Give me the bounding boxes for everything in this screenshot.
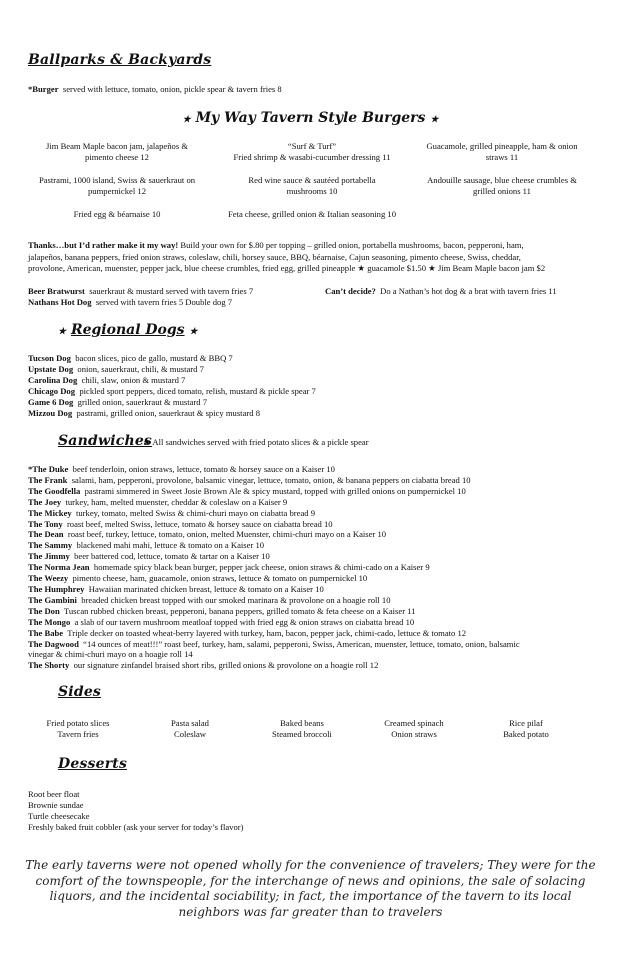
list-item: Mizzou Dog pastrami, grilled onion, sauerkraut & spicy mustard 8 [28,407,260,418]
list-item: The Weezy pimento cheese, ham, guacamole, onion straws, lettuce & tomato on pumpernickel 10 [28,573,368,584]
side-column: Pasta salad Coleslaw [171,718,209,739]
my-way-burger: Jim Beam Maple bacon jam, jalapeños & pimento cheese 12 [46,141,188,162]
list-item: Chicago Dog pickled sport peppers, diced tomato, relish, mustard & pickle spear 7 [28,385,316,396]
build-lead: Thanks…but I’d rather make it my way! [28,240,179,250]
list-item: Tucson Dog bacon slices, pico de gallo, mustard & BBQ 7 [28,353,233,363]
sandwiches-note: ★ All sandwiches served with fried potato slices & a pickle spear [143,437,369,447]
list-item: Upstate Dog onion, sauerkraut, chili, & mustard 7 [28,363,204,374]
list-item: The Shorty our signature zinfandel braised short ribs, grilled onions & provolone on a hoagie roll 12 [28,660,379,671]
list-item: The Dean roast beef, turkey, lettuce, tomato, onion, melted Muenster, chimi-churi mayo on a Kaiser 10 [28,529,387,540]
list-item: The Tony roast beef, melted Swiss, lettuce, tomato & horsey sauce on ciabatta bread 10 [28,518,333,529]
list-item: The Humphrey Hawaiian marinated chicken breast, lettuce & tomato on a Kaiser 10 [28,583,324,594]
list-item: Root beer float [28,789,80,799]
regional-dogs-list [28,353,316,418]
list-item-continued: vinegar & chimi-churi mayo on a hoagie roll 14 [28,649,193,660]
star-icon: ★ [58,327,67,337]
list-item: The Jimmy beer battered cod, lettuce, tomato & tartar on a Kaiser 10 [28,551,270,562]
burger-desc: served with lettuce, tomato, onion, pickle spear & tavern fries 8 [62,84,282,94]
my-way-title: My Way Tavern Style Burgers [195,110,426,126]
section-heading-my-way [0,110,621,126]
bratwurst-item: Beer Bratwurst sauerkraut & mustard served with tavern fries 7 [28,286,254,296]
side-column: Rice pilaf Baked potato [503,718,549,739]
burger-name: *Burger [28,84,59,94]
closing-quote: The early taverns were not opened wholly for the convenience of travelers; They were for the comfort of the townspeople, for the interchange of news and opinions, the sale of solacing liquors, and the incidental sociability; in fact, the importance of the tavern to its local neighbors was far greater than to travelers [25,858,596,919]
star-icon: ★ [182,115,191,125]
side-column: Baked beans Steamed broccoli [272,718,332,739]
section-heading-regional: ★ Regional Dogs ★ [58,322,198,338]
list-item: Turtle cheesecake [28,810,90,821]
burger-item [28,84,282,95]
my-way-burger: “Surf & Turf” Fried shrimp & wasabi-cucumber dressing 11 [233,141,391,162]
my-way-burger: Guacamole, grilled pineapple, ham & onion straws 11 [426,141,578,162]
star-icon: ★ [189,327,198,337]
list-item: The Frank salami, ham, pepperoni, provolone, balsamic vinegar, lettuce, tomato, onion, & banana peppers on ciabatta bread 10 [28,474,471,485]
side-column: Creamed spinach Onion straws [384,718,444,739]
my-way-burger: Fried egg & béarnaise 10 [73,209,161,219]
list-item: Brownie sundae [28,799,84,810]
sides-grid [22,718,582,740]
cant-decide-item: Can’t decide? Do a Nathan’s hot dog & a brat with tavern fries 11 [325,286,557,296]
my-way-burger: Andouille sausage, blue cheese crumbles & grilled onions 11 [427,175,577,196]
list-item: The Sammy blackened mahi mahi, lettuce & tomato on a Kaiser 10 [28,540,265,551]
my-way-burger: Red wine sauce & sautéed portabella mushrooms 10 [248,175,376,196]
list-item: Game 6 Dog grilled onion, sauerkraut & mustard 7 [28,396,208,407]
my-way-burger-grid [22,141,592,220]
list-item: Carolina Dog chili, slaw, onion & mustard 7 [28,374,186,385]
desserts-list [28,789,244,833]
list-item: The Goodfella pastrami simmered in Sweet Josie Brown Ale & spicy mustard, topped with grilled onions on pumpernickel 10 [28,485,466,496]
list-item: The Norma Jean homemade spicy black bean burger, pepper jack cheese, onion straws & chimi-cado on a Kaiser 9 [28,562,430,573]
list-item: The Dagwood “14 ounces of meat!!!” roast beef, turkey, ham, salami, pepperoni, Swiss, American, muenster, lettuce, tomato, onion, balsamic [28,638,520,649]
section-heading-sandwiches: Sandwiches [58,433,153,449]
side-column: Fried potato slices Tavern fries [46,718,110,739]
sandwiches-list [28,464,520,671]
list-item: The Mickey turkey, tomato, melted Swiss & chimi-churi mayo on ciabatta bread 9 [28,507,316,518]
my-way-burger: Pastrami, 1000 island, Swiss & sauerkraut on pumpernickel 12 [38,175,196,196]
list-item: The Babe Triple decker on toasted wheat-berry layered with turkey, ham, bacon, pepper jack, chimi-cado, lettuce & tomato 12 [28,627,467,638]
my-way-burger: Feta cheese, grilled onion & Italian seasoning 10 [227,209,396,219]
list-item: The Mongo a slab of our tavern mushroom meatloaf topped with fried egg & onion straws on ciabatta bread 10 [28,616,415,627]
section-heading-ballparks: Ballparks & Backyards [28,52,212,68]
section-heading-sides: Sides [58,684,102,700]
list-item: The Gambini breaded chicken breast topped with our smoked marinara & provolone on a hoagie roll 10 [28,594,391,605]
build-your-own: Thanks…but I’d rather make it my way! Build your own for $.80 per topping – grilled onion, portabella mushrooms, bacon, pepperoni, ham, jalapeños, banana peppers, fried onion straws, coleslaw, chili, horsey sauce, BBQ, béarnaise, Cajun seasoning, pimento cheese, Swiss, cheddar, provolone, American, muenster, pepper jack, blue cheese crumbles, fried egg, grilled pineapple ★ guacamole $1.50 ★ Jim Beam Maple bacon jam $2 [28,240,546,273]
list-item: The Joey turkey, ham, melted muenster, cheddar & coleslaw on a Kaiser 9 [28,496,288,507]
star-icon: ★ [430,115,439,125]
nathans-item: Nathans Hot Dog served with tavern fries 5 Double dog 7 [28,297,233,307]
list-item: Freshly baked fruit cobbler (ask your server for today’s flavor) [28,821,244,832]
list-item: *The Duke beef tenderloin, onion straws, lettuce, tomato & horsey sauce on a Kaiser 10 [28,464,335,474]
section-heading-desserts: Desserts [58,756,128,772]
list-item: The Don Tuscan rubbed chicken breast, pepperoni, banana peppers, grilled tomato & feta cheese on a Kaiser 11 [28,605,416,616]
